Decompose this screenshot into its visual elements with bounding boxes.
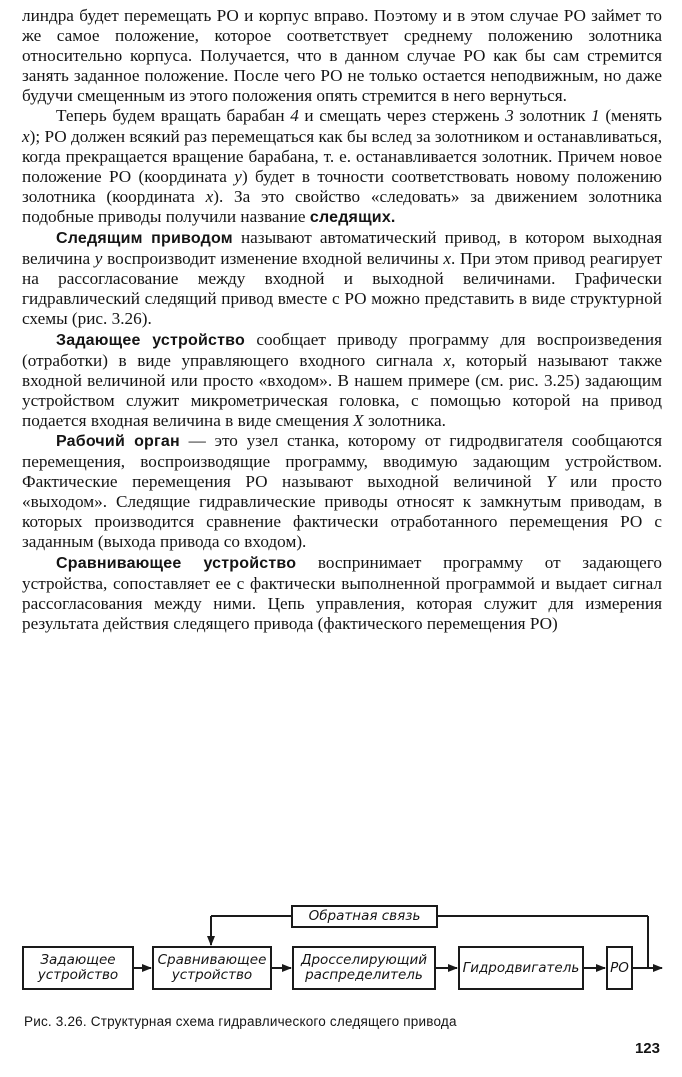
p2-num-3: 3 <box>505 106 514 126</box>
p5-text-a: — это узел станка, которому от гидродвигателя сообщаются перемещения, воспроизводящие программу, вводимую задающим устройством. Фактические перемещения РО называют выходной величиной <box>22 430 663 492</box>
p4-var-x: x <box>443 350 452 370</box>
term-tracking-drive: Следящим приводом <box>56 230 233 248</box>
p2-num-4: 4 <box>290 106 299 126</box>
comparing-device-block <box>152 946 272 990</box>
paragraph-2 <box>22 106 662 228</box>
paragraph-1 <box>22 6 662 106</box>
throttling-valve-block <box>292 946 436 990</box>
figure-caption-text: Структурная схема гидравлического следящего привода <box>90 1014 457 1029</box>
p3-var-y: y <box>94 249 103 269</box>
p2-text-e: ); РО должен всякий раз перемещаться как бы вслед за золотником и останавливаться, когда прекращается вращение барабана, т. е. останавливается золотник. Причем новое положение РО (координата <box>22 126 662 186</box>
p2-term-tracking: следящих. <box>309 208 396 226</box>
paragraph-3 <box>22 228 662 329</box>
setting-device-label: Задающее устройство <box>37 952 119 983</box>
structural-diagram <box>0 895 682 1005</box>
p4-var-X: X <box>353 410 364 430</box>
figure-number: Рис. 3.26. <box>24 1014 87 1029</box>
paragraph-6 <box>22 553 662 634</box>
page-number: 123 <box>634 1040 660 1057</box>
p2-var-x1: x <box>22 126 30 146</box>
paragraph-5 <box>22 431 662 553</box>
figure-caption <box>24 1014 664 1029</box>
p4-text-a: сообщает приводу программу для воспроизведения (отработки) в виде управляющего входного сигнала <box>22 329 662 370</box>
p2-var-x2: x <box>205 186 214 206</box>
term-setting-device: Задающее устройство <box>56 331 245 349</box>
p2-text-b: и смещать через стержень <box>298 106 506 126</box>
p3-text-a: называют автоматический привод, в котором выходная величина <box>22 228 662 269</box>
p2-num-1: 1 <box>591 106 600 126</box>
hydraulic-motor-block <box>458 946 584 990</box>
paragraph-1-text: линдра будет перемещать РО и корпус вправо. Поэтому и в этом случае РО займет то же самое положение, которое соответствует среднему положению золотника относительно корпуса. Получается, что в данном случае РО как бы сам стремится занять заданное положение. После чего РО не только остается неподвижным, но даже будучи смещенным из этого положения опять стремится в него вернуться. <box>22 6 662 106</box>
term-working-body: Рабочий орган <box>56 432 180 450</box>
p2-text-a: Теперь будем вращать барабан <box>56 106 291 126</box>
paragraph-4 <box>22 330 662 431</box>
p2-text-d: (менять <box>599 106 662 126</box>
hydraulic-motor-label: Гидродвигатель <box>462 959 580 976</box>
body-text <box>22 6 662 634</box>
setting-device-block <box>22 946 134 990</box>
p2-text-c: золотник <box>513 106 592 126</box>
p3-var-x: x <box>443 249 451 269</box>
feedback-block <box>291 905 438 928</box>
p5-text-b: или просто «выходом». Следящие гидравлические приводы относят к замкнутым приводам, в которых производится сравнение фактически отработанного перемещения РО с заданным (выхода привода со входом). <box>22 472 663 552</box>
p2-text-f: ) будет в точности соответствовать новому положению золотника (координата <box>22 166 662 206</box>
p4-text-c: золотника. <box>363 410 446 430</box>
working-body-label: РО <box>610 959 629 976</box>
term-comparing-device: Сравнивающее устройство <box>56 554 297 572</box>
p3-text-b: воспроизводит изменение входной величины <box>102 249 444 269</box>
working-body-block <box>606 946 633 990</box>
comparing-device-label: Сравнивающее устройство <box>157 952 267 983</box>
p4-text-b: , который называют также входной величиной или просто «входом». В нашем примере (см. рис. 3.25) задающим устройством служит микрометрическая головка, с помощью которой на привод подается входная величина в виде смещения <box>22 350 662 430</box>
p3-text-c: . При этом привод реагирует на рассогласование между входной и выходной величинами. Графически гидравлический следящий привод вместе с РО можно представить в виде структурной схемы (рис. 3.26). <box>22 249 662 329</box>
p5-var-Y: Y <box>546 472 556 492</box>
p6-text-a: воспринимает программу от задающего устройства, сопоставляет ее с фактически выполненной программой и выдает сигнал рассогласования между ними. Цепь управления, которая служит для измерения результата действия следящего привода (фактического перемещения РО) <box>22 552 663 633</box>
p2-text-g: ). За это свойство «следовать» за движением золотника подобные приводы получили название <box>22 186 663 226</box>
p2-var-y: y <box>234 166 242 186</box>
throttling-valve-label: Дросселирующий распределитель <box>300 952 428 983</box>
feedback-label: Обратная связь <box>308 908 421 924</box>
